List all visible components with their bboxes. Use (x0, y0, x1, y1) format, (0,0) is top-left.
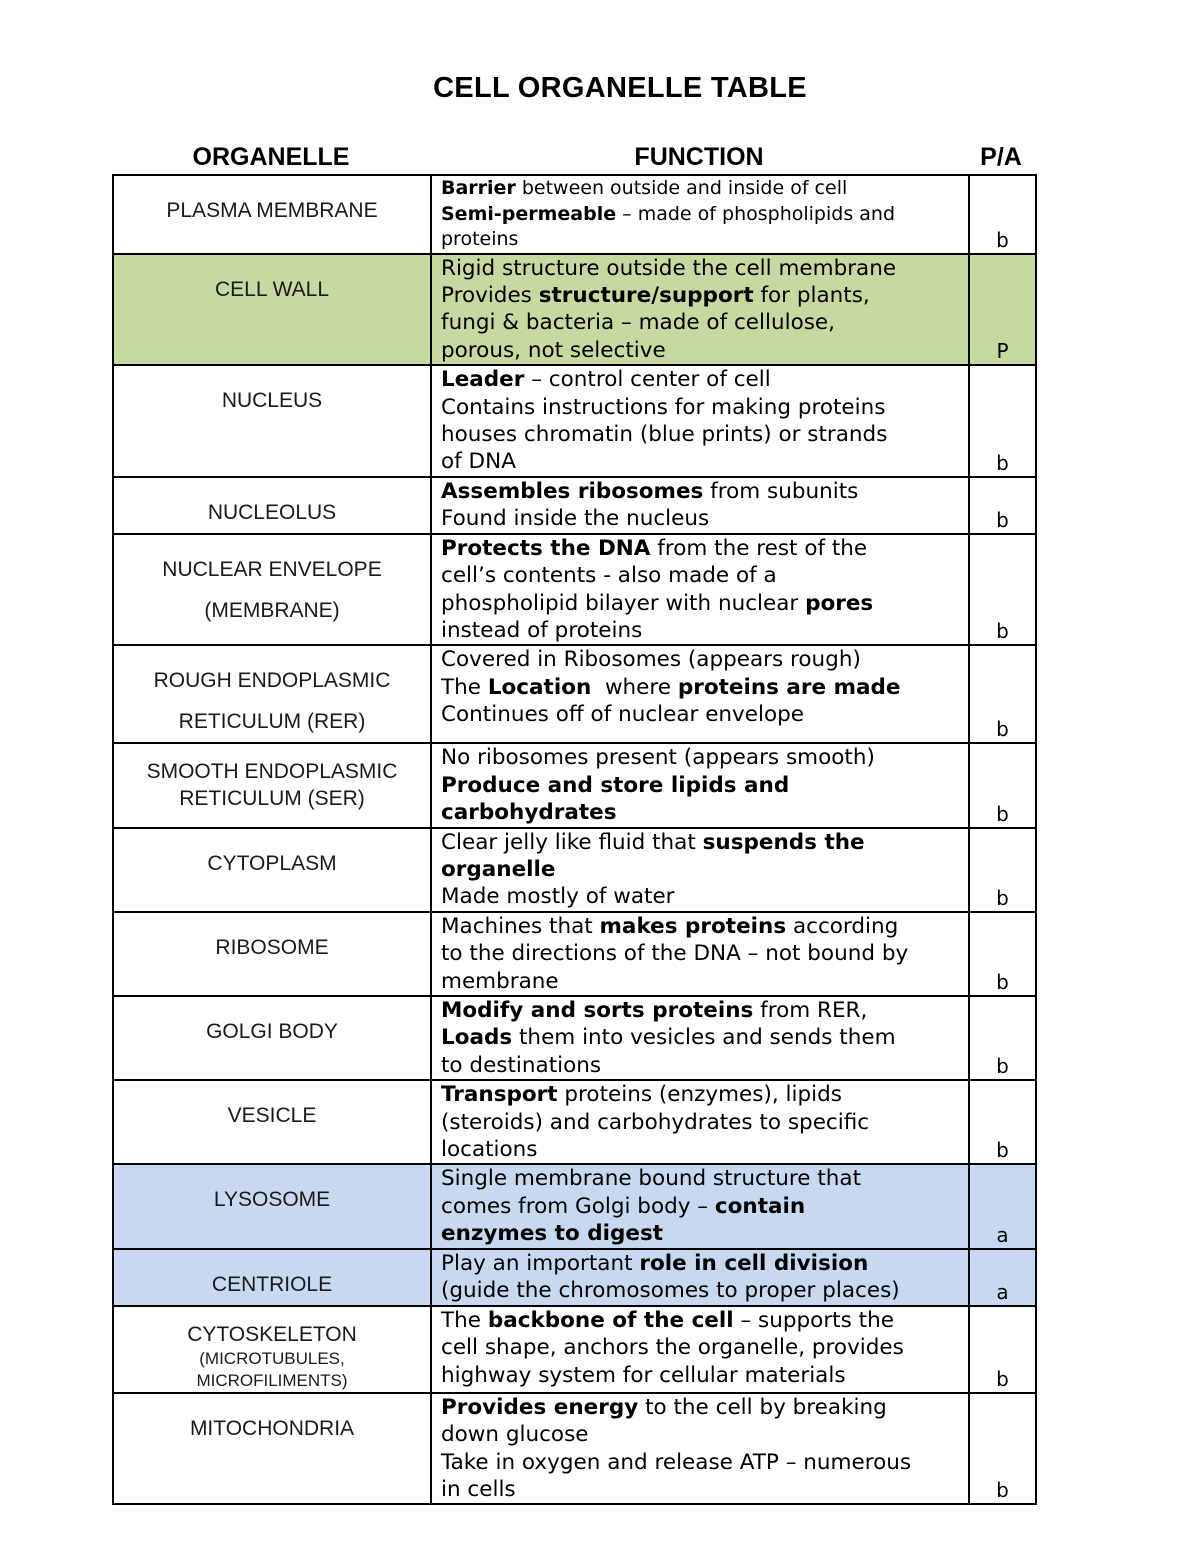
function-text: where (591, 674, 678, 700)
function-line (441, 968, 964, 995)
function-cell (431, 254, 969, 366)
function-line (441, 1052, 964, 1079)
function-text: The (441, 674, 488, 700)
function-line (441, 646, 964, 673)
function-line (441, 1394, 964, 1421)
function-line (441, 772, 964, 799)
organelle-name: SMOOTH ENDOPLASMIC (146, 760, 398, 784)
pa-cell: a (969, 1164, 1036, 1248)
organelle-name-cell (113, 996, 431, 1080)
organelle-name: RETICULUM (RER) (178, 710, 366, 734)
function-text: instead of proteins (441, 617, 643, 643)
organelle-name-cell (113, 912, 431, 996)
table-row (113, 743, 1036, 827)
function-line (441, 1220, 964, 1247)
organelle-name-cell (113, 477, 431, 534)
table-row (113, 1393, 1036, 1505)
function-text: – made of phospholipids and (616, 202, 896, 225)
table-row (113, 912, 1036, 996)
function-text: Machines that (441, 913, 600, 939)
organelle-name-cell (113, 1393, 431, 1505)
organelle-name: MITOCHONDRIA (189, 1416, 355, 1440)
function-text: according (786, 913, 899, 939)
function-text: proteins (enzymes), lipids (557, 1082, 842, 1108)
function-text: highway system for cellular materials (441, 1362, 846, 1388)
function-line (441, 913, 964, 940)
organelle-table-body (113, 175, 1036, 1504)
function-text: phospholipid bilayer with nuclear (441, 590, 806, 616)
table-row (113, 1249, 1036, 1306)
function-text: for plants, (753, 282, 870, 308)
function-text: from the rest of the (650, 535, 868, 561)
function-line (441, 883, 964, 910)
organelle-name-cell (113, 645, 431, 743)
function-line (441, 744, 964, 771)
function-bold-text: Produce and store lipids and (441, 772, 790, 798)
function-cell (431, 477, 969, 534)
function-bold-text: suspends the (702, 829, 865, 855)
table-row (113, 828, 1036, 912)
function-bold-text: Modify and sorts proteins (441, 998, 754, 1024)
organelle-name: GOLGI BODY (206, 1020, 338, 1044)
function-text: Continues off of nuclear envelope (441, 702, 805, 728)
function-line (441, 227, 964, 253)
function-line (441, 799, 964, 826)
organelle-name: RIBOSOME (215, 935, 329, 959)
function-text: comes from Golgi body – (441, 1193, 715, 1219)
function-cell (431, 1164, 969, 1248)
organelle-name: NUCLEUS (221, 389, 323, 413)
function-line (441, 448, 964, 475)
function-text: in cells (441, 1476, 516, 1502)
function-bold-text: Leader (441, 367, 525, 393)
function-text: to the cell by breaking (638, 1394, 887, 1420)
function-bold-text: pores (805, 590, 874, 616)
function-line (441, 1136, 964, 1163)
pa-cell: b (969, 996, 1036, 1080)
pa-cell: b (969, 365, 1036, 477)
organelle-name-cell (113, 1164, 431, 1248)
function-line (441, 202, 964, 228)
function-text: to the directions of the DNA – not bound by (441, 941, 909, 967)
organelle-name-cell (113, 828, 431, 912)
function-line (441, 421, 964, 448)
function-line (441, 1476, 964, 1503)
pa-cell: b (969, 912, 1036, 996)
organelle-name-cell (113, 743, 431, 827)
table-row (113, 175, 1036, 254)
organelle-name: CYTOPLASM (207, 851, 337, 875)
pa-cell: b (969, 645, 1036, 743)
organelle-name-cell (113, 175, 431, 254)
organelle-name-cell (113, 254, 431, 366)
organelle-name: VESICLE (227, 1104, 317, 1128)
function-text: houses chromatin (blue prints) or strands (441, 421, 888, 447)
function-cell (431, 1080, 969, 1164)
function-bold-text: carbohydrates (441, 800, 617, 826)
function-text: membrane (441, 968, 559, 994)
pa-cell: P (969, 254, 1036, 366)
function-cell (431, 1249, 969, 1306)
function-cell (431, 1393, 969, 1505)
function-text: locations (441, 1137, 538, 1163)
function-bold-text: Semi-permeable (441, 202, 617, 225)
function-text: from subunits (703, 478, 859, 504)
function-text: to destinations (441, 1052, 602, 1078)
function-bold-text: organelle (441, 857, 556, 882)
function-line (441, 1024, 964, 1051)
function-text: Covered in Ribosomes (appears rough) (441, 647, 861, 673)
function-line (441, 255, 964, 282)
function-bold-text: role in cell division (639, 1250, 869, 1276)
function-text: of DNA (441, 449, 516, 475)
function-cell (431, 365, 969, 477)
function-bold-text: backbone of the cell (487, 1307, 734, 1333)
function-bold-text: Provides energy (441, 1394, 639, 1420)
function-line (441, 997, 964, 1024)
function-text: The (441, 1307, 488, 1333)
function-cell (431, 645, 969, 743)
function-line (441, 1334, 964, 1361)
table-row (113, 365, 1036, 477)
function-text: between outside and inside of cell (515, 177, 848, 199)
function-text: (guide the chromosomes to proper places) (441, 1278, 900, 1304)
function-cell (431, 175, 969, 254)
organelle-name: LYSOSOME (213, 1188, 331, 1212)
function-bold-text: Assembles ribosomes (441, 478, 704, 504)
function-line (441, 282, 964, 309)
function-text: Take in oxygen and release ATP – numerous (441, 1449, 912, 1475)
pa-cell: a (969, 1249, 1036, 1306)
organelle-name: CENTRIOLE (211, 1272, 333, 1296)
function-line (441, 940, 964, 967)
function-bold-text: Transport (441, 1082, 558, 1108)
organelle-table (112, 174, 1037, 1505)
organelle-subname: MICROFILIMENTS) (196, 1370, 348, 1390)
header-pa: P/A (980, 143, 1022, 171)
function-line (441, 856, 964, 883)
function-text: cell’s contents - also made of a (441, 563, 777, 589)
function-text: Contains instructions for making proteins (441, 394, 886, 420)
pa-cell: b (969, 1393, 1036, 1505)
function-text: down glucose (441, 1422, 589, 1448)
organelle-name-cell (113, 365, 431, 477)
function-text: Single membrane bound structure that (441, 1166, 861, 1192)
organelle-name: PLASMA MEMBRANE (166, 199, 378, 222)
function-cell (431, 743, 969, 827)
table-row (113, 477, 1036, 534)
function-text: Provides (441, 282, 539, 308)
pa-cell: b (969, 828, 1036, 912)
function-cell (431, 534, 969, 646)
function-bold-text: enzymes to digest (441, 1221, 664, 1247)
organelle-name: CYTOSKELETON (187, 1322, 357, 1346)
function-line (441, 829, 964, 856)
pa-cell: b (969, 477, 1036, 534)
function-bold-text: Location (487, 674, 592, 700)
function-line (441, 535, 964, 562)
function-bold-text: contain (714, 1193, 806, 1219)
function-line (441, 505, 964, 532)
function-line (441, 1250, 964, 1277)
function-bold-text: Protects the DNA (441, 535, 651, 561)
header-function: FUNCTION (634, 143, 764, 171)
page-title: CELL ORGANELLE TABLE (433, 72, 807, 104)
function-text: – supports the (733, 1307, 894, 1333)
function-line (441, 701, 964, 728)
organelle-name: NUCLEOLUS (207, 500, 337, 524)
function-text: Play an important (441, 1250, 640, 1276)
function-text: from RER, (753, 998, 868, 1024)
function-line (441, 366, 964, 393)
function-text: fungi & bacteria – made of cellulose, (441, 310, 835, 336)
function-line (441, 617, 964, 644)
function-line (441, 1081, 964, 1108)
header-organelle: ORGANELLE (192, 143, 350, 171)
function-bold-text: Barrier (441, 177, 516, 199)
organelle-name-cell (113, 1249, 431, 1306)
function-line (441, 1421, 964, 1448)
table-row (113, 534, 1036, 646)
organelle-name: NUCLEAR ENVELOPE (162, 557, 382, 581)
function-line (441, 590, 964, 617)
table-row (113, 1306, 1036, 1393)
function-text: Clear jelly like fluid that (441, 829, 703, 855)
table-row (113, 254, 1036, 366)
function-line (441, 1193, 964, 1220)
function-text: No ribosomes present (appears smooth) (441, 745, 875, 771)
function-line (441, 1362, 964, 1389)
organelle-name: (MEMBRANE) (204, 598, 340, 622)
function-cell (431, 828, 969, 912)
organelle-name-cell (113, 1306, 431, 1393)
function-line (441, 1307, 964, 1334)
pa-cell: b (969, 743, 1036, 827)
pa-cell: b (969, 534, 1036, 646)
table-row (113, 996, 1036, 1080)
function-line (441, 337, 964, 364)
organelle-name-cell (113, 1080, 431, 1164)
function-line (441, 309, 964, 336)
function-text: Rigid structure outside the cell membrane (441, 255, 897, 281)
function-line (441, 562, 964, 589)
function-line (441, 394, 964, 421)
function-bold-text: structure/support (538, 282, 754, 308)
organelle-name-cell (113, 534, 431, 646)
function-line (441, 1449, 964, 1476)
function-line (441, 176, 964, 202)
function-text: proteins (441, 228, 519, 250)
function-cell (431, 912, 969, 996)
table-row (113, 645, 1036, 743)
function-line (441, 674, 964, 701)
organelle-name: RETICULUM (SER) (179, 787, 365, 811)
function-text: cell shape, anchors the organelle, provides (441, 1335, 904, 1361)
function-bold-text: Loads (441, 1025, 513, 1051)
function-line (441, 1277, 964, 1304)
function-text: – control center of cell (524, 367, 771, 393)
pa-cell: b (969, 1306, 1036, 1393)
organelle-subname: (MICROTUBULES, (199, 1348, 345, 1368)
function-text: them into vesicles and sends them (512, 1025, 896, 1051)
table-row (113, 1164, 1036, 1248)
function-text: (steroids) and carbohydrates to specific (441, 1109, 870, 1135)
table-row (113, 1080, 1036, 1164)
organelle-name: CELL WALL (215, 277, 329, 301)
function-cell (431, 996, 969, 1080)
organelle-name: ROUGH ENDOPLASMIC (153, 669, 391, 693)
function-line (441, 478, 964, 505)
function-text: porous, not selective (441, 337, 666, 363)
function-text: Found inside the nucleus (441, 506, 710, 532)
function-text: Made mostly of water (441, 884, 675, 910)
function-line (441, 1165, 964, 1192)
pa-cell: b (969, 175, 1036, 254)
pa-cell: b (969, 1080, 1036, 1164)
function-line (441, 1109, 964, 1136)
function-bold-text: makes proteins (599, 913, 787, 939)
function-bold-text: proteins are made (677, 674, 901, 700)
function-cell (431, 1306, 969, 1393)
